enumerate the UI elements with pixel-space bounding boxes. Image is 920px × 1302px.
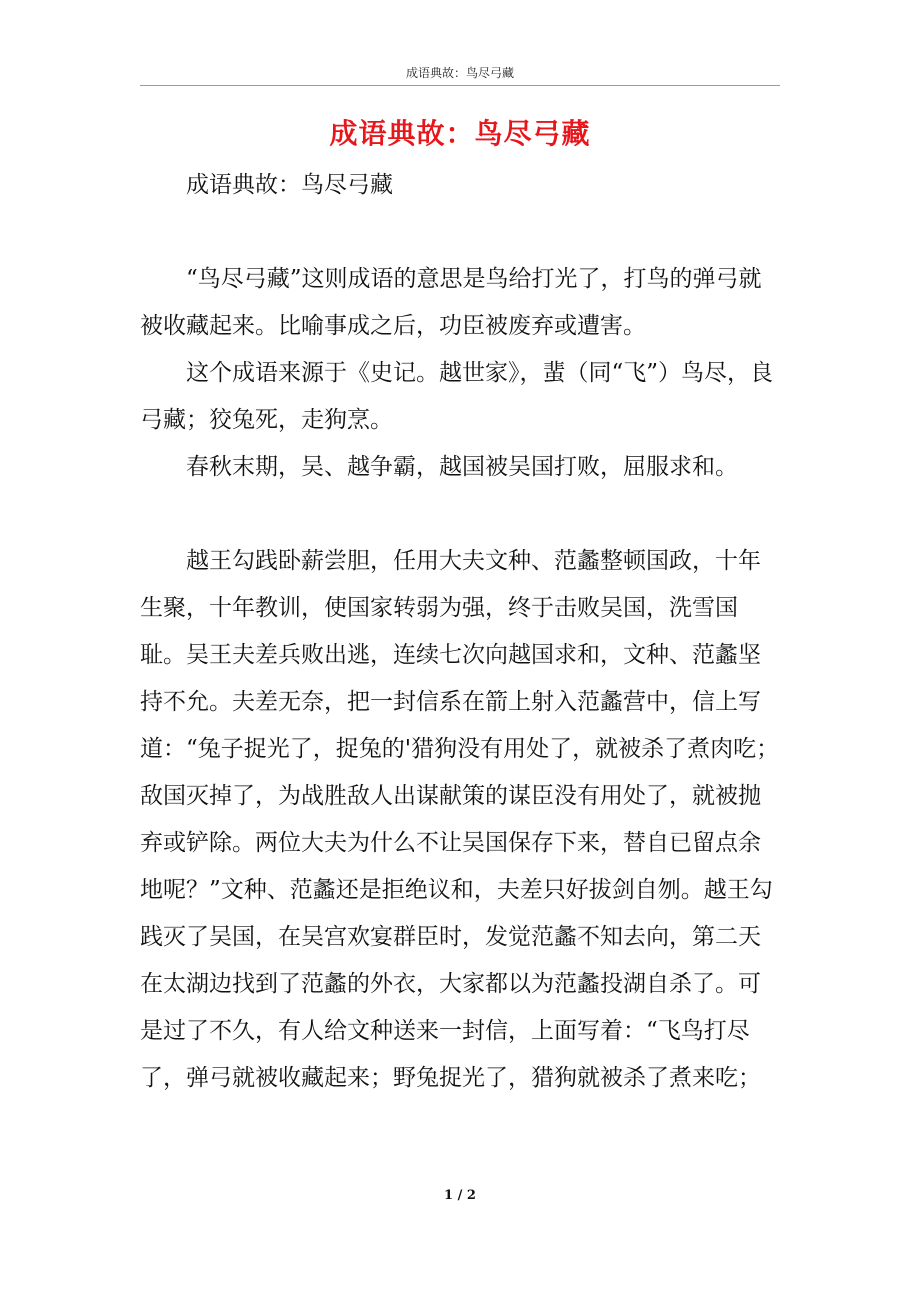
- document-subtitle: 成语典故：鸟尽弓藏: [186, 172, 393, 198]
- paragraph-meaning: “鸟尽弓藏”这则成语的意思是鸟给打光了，打鸟的弹弓就被收藏起来。比喻事成之后，功臣被废弃或遭害。: [140, 266, 762, 339]
- running-header: 成语典故：鸟尽弓藏: [405, 66, 514, 80]
- header-divider: [140, 85, 780, 86]
- paragraph-source: 这个成语来源于《史记。越世家》，蜚（同“飞”）鸟尽，良弓藏；狡兔死，走狗烹。: [140, 360, 774, 433]
- document-title: 成语典故：鸟尽弓藏: [329, 117, 591, 150]
- document-body: [140, 162, 780, 1102]
- page-number: 1 / 2: [444, 1188, 476, 1203]
- paragraph-story: 越王勾践卧薪尝胆，任用大夫文种、范蠡整顿国政，十年生聚，十年教训，使国家转弱为强，终于击败吴国，洗雪国耻。吴王夫差兵败出逃，连续七次向越国求和，文种、范蠡坚持不允。夫差无奈，把一封信系在箭上射入范蠡营中，信上写道：“兔子捉光了，捉兔的'猎狗没有用处了，就被杀了煮肉吃；敌国灭掉了，为战胜敌人出谋献策的谋臣没有用处了，就被抛弃或铲除。两位大夫为什么不让吴国保存下来，替自已留点余地呢？”文种、范蠡还是拒绝议和，夫差只好拔剑自刎。越王勾践灭了吴国，在吴宫欢宴群臣时，发觉范蠡不知去向，第二天在太湖边找到了范蠡的外衣，大家都以为范蠡投湖自杀了。可是过了不久，有人给文种送来一封信，上面写着：“飞鸟打尽了，弹弓就被收藏起来；野兔捉光了，猎狗就被杀了煮来吃；: [140, 548, 780, 1091]
- paragraph-background: 春秋末期，吴、越争霸，越国被吴国打败，屈服求和。: [186, 454, 738, 480]
